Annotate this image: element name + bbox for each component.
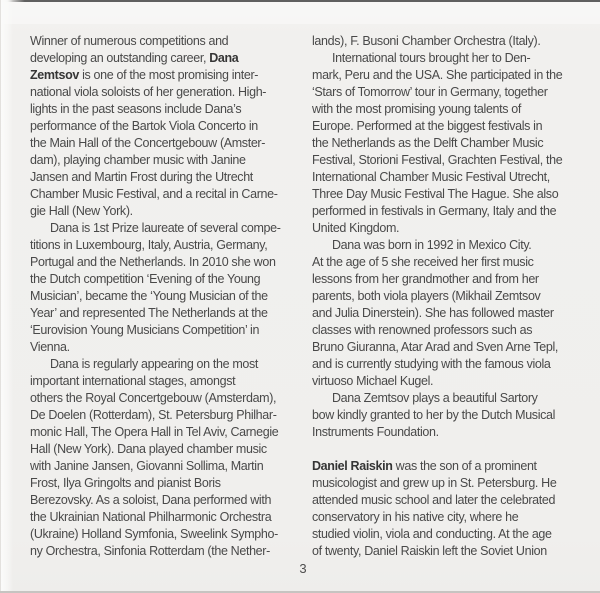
text-segment: lessons from her grandmother and from her bbox=[312, 272, 539, 286]
text-segment: the Dutch competition ‘Evening of the Young bbox=[30, 272, 261, 286]
text-line bbox=[30, 305, 288, 322]
text-segment: Chamber Music Festival, and a recital in Carne- bbox=[30, 187, 278, 201]
text-segment: studied violin, viola and conducting. At the age bbox=[312, 527, 552, 541]
text-segment: International tours brought her to Den- bbox=[332, 51, 531, 65]
text-segment: Vienna. bbox=[30, 340, 70, 354]
text-line bbox=[30, 475, 288, 492]
text-segment: and Julia Dinerstein). She has followed master bbox=[312, 306, 554, 320]
text-segment: United Kingdom. bbox=[312, 221, 400, 235]
text-segment: of twenty, Daniel Raiskin left the Soviet Union bbox=[312, 544, 547, 558]
text-segment: conservatory in his native city, where he bbox=[312, 510, 519, 524]
text-line bbox=[312, 458, 570, 475]
text-line bbox=[30, 169, 288, 186]
text-columns bbox=[30, 33, 570, 560]
text-segment: ‘Eurovision Young Musicians Competition’ in bbox=[30, 323, 260, 337]
text-segment: lands), F. Busoni Chamber Orchestra (Italy). bbox=[312, 34, 541, 48]
text-line bbox=[312, 84, 570, 101]
text-line bbox=[30, 203, 288, 220]
text-segment: the Ukrainian National Philharmonic Orchestra bbox=[30, 510, 272, 524]
text-segment: Dana Zemtsov plays a beautiful Sartory bbox=[332, 391, 538, 405]
text-segment: Instruments Foundation. bbox=[312, 425, 439, 439]
text-line bbox=[30, 67, 288, 84]
text-line bbox=[312, 135, 570, 152]
text-line bbox=[30, 186, 288, 203]
text-line bbox=[312, 101, 570, 118]
text-segment: the Main Hall of the Concertgebouw (Amster- bbox=[30, 136, 266, 150]
text-line bbox=[312, 271, 570, 288]
text-line bbox=[312, 67, 570, 84]
text-segment: ‘Stars of Tomorrow’ tour in Germany, together bbox=[312, 85, 548, 99]
text-line bbox=[312, 254, 570, 271]
text-line bbox=[30, 135, 288, 152]
text-line bbox=[30, 237, 288, 254]
text-line bbox=[312, 288, 570, 305]
text-segment: was the son of a prominent bbox=[392, 459, 537, 473]
text-line bbox=[312, 237, 570, 254]
scan-top-edge bbox=[7, 0, 600, 2]
page-number: 3 bbox=[299, 561, 307, 576]
text-line bbox=[312, 169, 570, 186]
text-segment: De Doelen (Rotterdam), St. Petersburg Philhar- bbox=[30, 408, 277, 422]
text-line bbox=[312, 50, 570, 67]
text-segment: mark, Peru and the USA. She participated in the bbox=[312, 68, 563, 82]
text-line bbox=[312, 305, 570, 322]
text-line bbox=[30, 526, 288, 543]
text-line bbox=[30, 407, 288, 424]
text-line bbox=[30, 322, 288, 339]
scan-left-edge bbox=[0, 0, 13, 593]
text-line bbox=[30, 458, 288, 475]
text-segment: monic Hall, The Opera Hall in Tel Aviv, Carnegie bbox=[30, 425, 279, 439]
scan-top-highlight bbox=[0, 2, 600, 24]
text-segment: dam), playing chamber music with Janine bbox=[30, 153, 246, 167]
blank-line bbox=[312, 441, 570, 458]
text-line bbox=[312, 475, 570, 492]
text-line bbox=[30, 373, 288, 390]
text-line bbox=[312, 339, 570, 356]
text-segment: parents, both viola players (Mikhail Zemtsov bbox=[312, 289, 541, 303]
text-segment: Portugal and the Netherlands. In 2010 she won bbox=[30, 255, 276, 269]
text-line bbox=[30, 50, 288, 67]
text-segment: Year’ and represented The Netherlands at the bbox=[30, 306, 268, 320]
text-segment: Frost, Ilya Gringolts and pianist Boris bbox=[30, 476, 221, 490]
text-segment: gie Hall (New York). bbox=[30, 204, 133, 218]
text-segment: and is currently studying with the famous viola bbox=[312, 357, 551, 371]
text-segment: Winner of numerous competitions and bbox=[30, 34, 229, 48]
text-line bbox=[312, 322, 570, 339]
text-line bbox=[30, 356, 288, 373]
text-line bbox=[30, 33, 288, 50]
text-line bbox=[312, 118, 570, 135]
text-line bbox=[312, 543, 570, 560]
text-line bbox=[30, 424, 288, 441]
text-segment: with the most promising young talents of bbox=[312, 102, 522, 116]
text-segment: national viola soloists of her generation. High- bbox=[30, 85, 267, 99]
text-line bbox=[30, 254, 288, 271]
text-segment: Bruno Giuranna, Atar Arad and Sven Arne Tepl, bbox=[312, 340, 558, 354]
text-segment: At the age of 5 she received her first music bbox=[312, 255, 534, 269]
text-segment: important international stages, amongst bbox=[30, 374, 236, 388]
text-line bbox=[312, 424, 570, 441]
right-column bbox=[312, 33, 570, 560]
text-segment: others the Royal Concertgebouw (Amsterdam), bbox=[30, 391, 277, 405]
text-line bbox=[30, 84, 288, 101]
text-segment: Musician’, became the ‘Young Musician of the bbox=[30, 289, 268, 303]
text-segment: developing an outstanding career, bbox=[30, 51, 210, 65]
text-segment: Dana was born in 1992 in Mexico City. bbox=[332, 238, 532, 252]
text-line bbox=[30, 543, 288, 560]
text-line bbox=[312, 186, 570, 203]
bold-name-text: Dana bbox=[209, 51, 239, 65]
text-line bbox=[312, 33, 570, 50]
text-line bbox=[30, 390, 288, 407]
text-line bbox=[30, 152, 288, 169]
text-line bbox=[30, 271, 288, 288]
text-segment: Dana is regularly appearing on the most bbox=[50, 357, 259, 371]
text-segment: Hall (New York). Dana played chamber music bbox=[30, 442, 267, 456]
text-line bbox=[30, 220, 288, 237]
text-line bbox=[30, 339, 288, 356]
text-line bbox=[312, 390, 570, 407]
text-segment: Jansen and Martin Frost during the Utrecht bbox=[30, 170, 253, 184]
text-line bbox=[312, 509, 570, 526]
text-segment: is one of the most promising inter- bbox=[78, 68, 259, 82]
text-line bbox=[312, 152, 570, 169]
text-segment: titions in Luxembourg, Italy, Austria, Germany, bbox=[30, 238, 268, 252]
text-segment: bow kindly granted to her by the Dutch Musical bbox=[312, 408, 556, 422]
text-line bbox=[30, 118, 288, 135]
text-segment: classes with renowned professors such as bbox=[312, 323, 533, 337]
text-line bbox=[312, 220, 570, 237]
text-line bbox=[312, 526, 570, 543]
text-line bbox=[312, 373, 570, 390]
text-segment: musicologist and grew up in St. Petersburg. He bbox=[312, 476, 557, 490]
text-segment: (Ukraine) Holland Symfonia, Sweelink Sympho- bbox=[30, 527, 278, 541]
bold-name-text: Daniel Raiskin bbox=[312, 459, 393, 473]
text-segment: Europe. Performed at the biggest festivals in bbox=[312, 119, 543, 133]
text-segment: lights in the past seasons include Dana’s bbox=[30, 102, 242, 116]
text-line bbox=[30, 288, 288, 305]
text-segment: performed in festivals in Germany, Italy and the bbox=[312, 204, 557, 218]
text-segment: Three Day Music Festival The Hague. She also bbox=[312, 187, 559, 201]
text-line bbox=[30, 441, 288, 458]
text-line bbox=[312, 356, 570, 373]
text-segment: International Chamber Music Festival Utrecht, bbox=[312, 170, 550, 184]
bold-name-text: Zemtsov bbox=[30, 68, 79, 82]
text-segment: Festival, Storioni Festival, Grachten Festival, the bbox=[312, 153, 563, 167]
text-line bbox=[312, 407, 570, 424]
text-segment: Dana is 1st Prize laureate of several compe- bbox=[50, 221, 281, 235]
text-segment: with Janine Jansen, Giovanni Sollima, Martin bbox=[30, 459, 264, 473]
text-segment: Berezovsky. As a soloist, Dana performed with bbox=[30, 493, 272, 507]
text-segment: ny Orchestra, Sinfonia Rotterdam (the Nether- bbox=[30, 544, 270, 558]
text-segment: attended music school and later the celebrated bbox=[312, 493, 556, 507]
text-segment: virtuoso Michael Kugel. bbox=[312, 374, 434, 388]
left-column bbox=[30, 33, 288, 560]
text-line bbox=[312, 492, 570, 509]
text-line bbox=[312, 203, 570, 220]
text-segment: performance of the Bartok Viola Concerto in bbox=[30, 119, 258, 133]
text-line bbox=[30, 101, 288, 118]
text-segment: the Netherlands as the Delft Chamber Music bbox=[312, 136, 544, 150]
text-line bbox=[30, 492, 288, 509]
text-line bbox=[30, 509, 288, 526]
